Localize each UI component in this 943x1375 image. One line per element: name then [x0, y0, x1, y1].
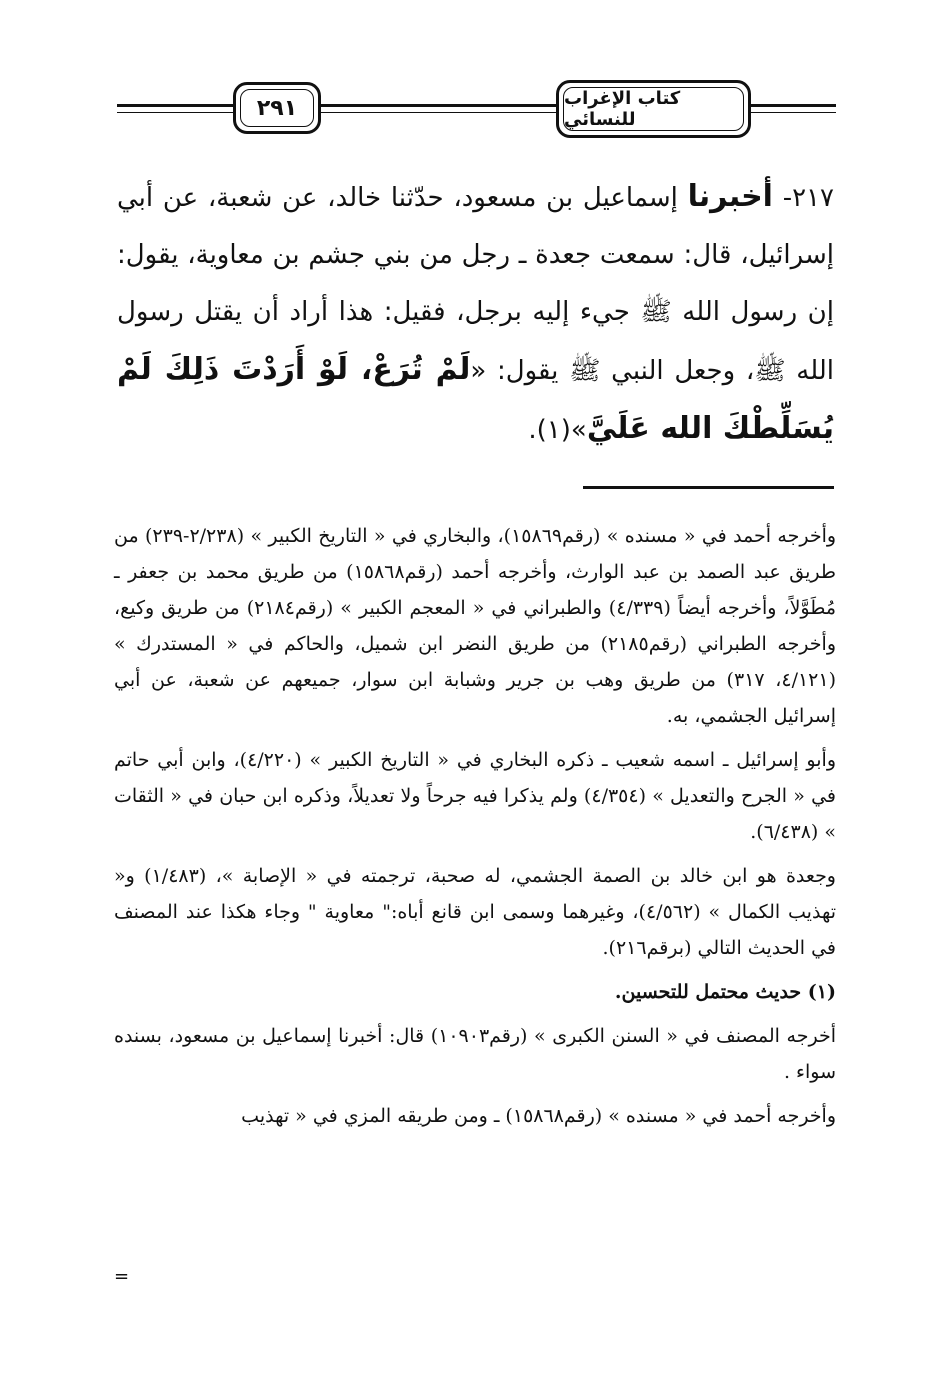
- isnad-text: إسماعيل بن مسعود، حدّثنا خالد، عن شعبة، عن أبي إسرائيل، قال: سمعت جعدة ـ رجل من بني جشم بن معاوية، يقول: إن رسول الله ﷺ جيء إليه برجل، فقيل: هذا أراد أن يقتل رسول الله ﷺ، وجعل النبي ﷺ يقول: «: [117, 183, 834, 386]
- page-number: ٢٩١: [256, 95, 298, 121]
- hadith-end: »(١).: [528, 415, 587, 445]
- header-rule-left-thin: [117, 112, 235, 113]
- footnote-heading: (١) حديث محتمل للتحسين.: [614, 981, 836, 1003]
- footnote-separator: [583, 486, 834, 489]
- continuation-mark: =: [114, 1266, 130, 1287]
- page-number-box: [233, 82, 321, 134]
- footnotes: [114, 518, 836, 1142]
- header-rule-right: [748, 104, 836, 107]
- hadith-number: ٢١٧-: [772, 183, 834, 213]
- footnote-paragraph: أخرجه المصنف في « السنن الكبرى » (رقم١٠٩٠٣) قال: أخبرنا إسماعيل بن مسعود، بسنده سواء .: [114, 1025, 836, 1083]
- lead-word: أخبرنا: [687, 179, 773, 214]
- header-rule-middle: [318, 104, 558, 107]
- hadith-quote: لَمْ تُرَعْ، لَوْ أَرَدْتَ ذَلِكَ لَمْ يُسَلِّطْكَ الله عَلَيَّ: [117, 352, 834, 446]
- book-title-box: [556, 80, 751, 138]
- header-rule-right-thin: [748, 112, 836, 113]
- header-rule-middle-thin: [318, 112, 558, 113]
- footnote-paragraph: وأخرجه أحمد في « مسنده » (رقم١٥٨٦٩)، والبخاري في « التاريخ الكبير » (٢/٢٣٨-٢٣٩) من طريق عبد الصمد بن عبد الوارث، وأخرجه أحمد (رقم١٥٨٦٨) من طريق محمد بن جعفر ـ مُطَوَّلاً، وأخرجه أيضاً (٤/٣٣٩) والطبراني في « المعجم الكبير » (رقم٢١٨٤) من طريق وكيع، وأخرجه الطبراني (رقم٢١٨٥) من طريق النضر ابن شميل، والحاكم في « المستدرك » (٤/١٢١، ٣١٧) من طريق وهب بن جرير وشبابة ابن سوار، جميعهم عن شعبة، عن أبي إسرائيل الجشمي، به.: [114, 525, 837, 727]
- header-rule-left: [117, 104, 235, 107]
- hadith-body: [117, 168, 834, 459]
- footnote-paragraph: وجعدة هو ابن خالد بن الصمة الجشمي، له صحبة، ترجمته في « الإصابة »، (١/٤٨٣) و« تهذيب الكمال » (٤/٥٦٢)، وغيرهما وسمى ابن قانع أباه:" معاوية " وجاء هكذا عند المصنف في الحديث التالي (برقم٢١٦).: [114, 865, 836, 959]
- footnote-paragraph: وأبو إسرائيل ـ اسمه شعيب ـ ذكره البخاري في « التاريخ الكبير » (٤/٢٢٠)، وابن أبي حاتم في « الجرح والتعديل » (٤/٣٥٤) ولم يذكرا فيه جرحاً ولا تعديلاً، وذكره ابن حبان في « الثقات » (٦/٤٣٨).: [114, 749, 837, 843]
- footnote-paragraph: وأخرجه أحمد في « مسنده » (رقم١٥٨٦٨) ـ ومن طريقه المزي في « تهذيب: [241, 1105, 836, 1127]
- book-title: كتاب الإغراب للنسائي: [564, 88, 681, 130]
